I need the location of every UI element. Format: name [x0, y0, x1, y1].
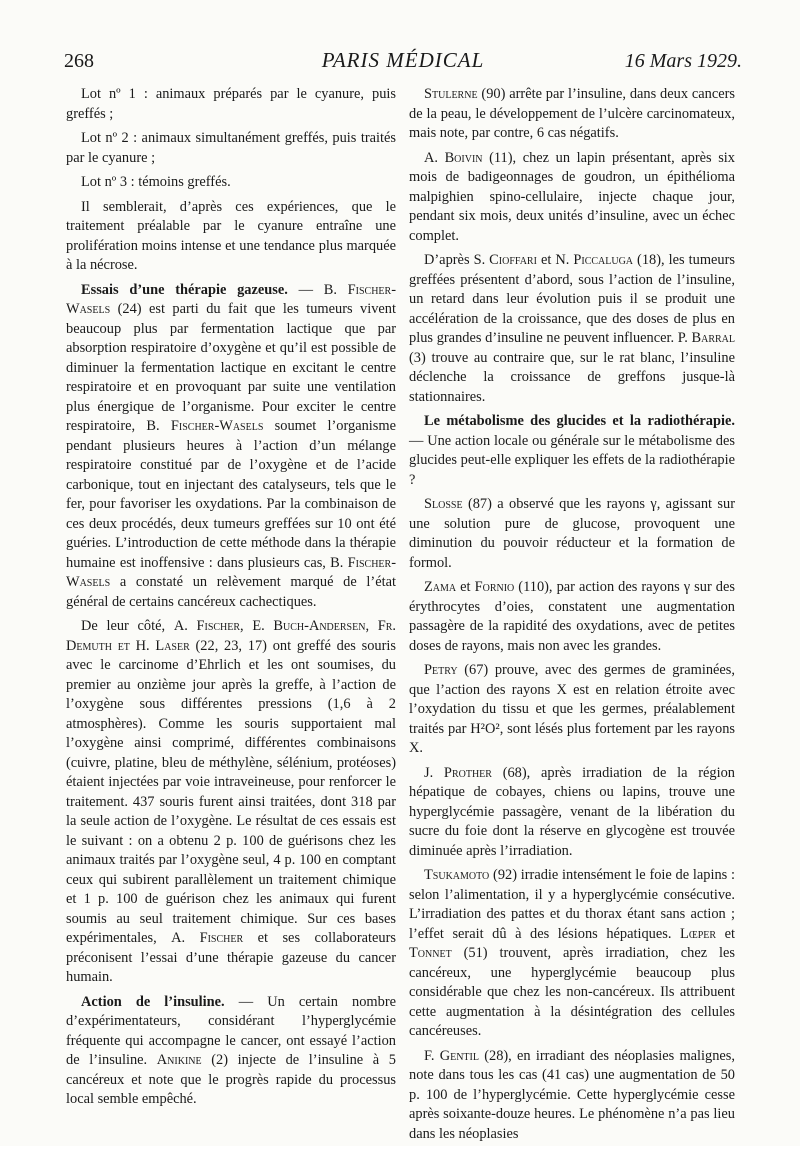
author-name: B. Fischer-Wasels [66, 554, 396, 590]
running-header [64, 44, 742, 80]
author-name: Anikine [156, 1052, 202, 1068]
paragraph: Il semblerait, d’après ces expériences, que le traitement préalable par le cyanure entraîne une prolifération moins intense et une tendance plus marquée à la nécrose. [66, 198, 396, 273]
paragraph: F. Gentil (28), en irradiant des néoplasies malignes, note dans tous les cas (41 cas) une augmentation de 50 p. 100 de l’hyperglycémie. Cette hyperglycémie cesse après soixante-douze heures. Le phénomène n’a pas lieu dans les néoplasies [409, 1047, 735, 1142]
paragraph: Stulerne (90) arrête par l’insuline, dans deux cancers de la peau, le développement de l’ulcère carcinomateux, mais note, par contre, 6 cas négatifs. [409, 86, 735, 141]
author-name: N. Piccaluga [555, 252, 634, 268]
paragraph: Petry (67) prouve, avec des germes de graminées, que l’action des rayons X est en relation étroite avec l’oxydation du tissu et que les germes, préalablement traités par H²O², sont lésés plus fortement par les rayons X. [409, 662, 735, 756]
author-name: S. Cioffari [473, 252, 537, 268]
paragraph: Slosse (87) a observé que les rayons γ, agissant sur une solution pure de glucose, provoquent une diminution du pouvoir réducteur et la formation de formol. [409, 496, 735, 571]
author-name: Slosse [424, 496, 463, 512]
paragraph: J. Prother (68), après irradiation de la région hépatique de cobayes, chiens ou lapins, trouve une hyperglycémie passagère, venant de la libération du sucre du foie dont la réserve en glycogène est trouvée diminuée après l’irradiation. [409, 764, 735, 859]
author-name: Tonnet [409, 945, 452, 961]
author-name: A. Fischer, E. Buch-Andersen, Fr. Demuth et H. Laser [66, 618, 397, 654]
author-name: Petry [424, 662, 458, 678]
section-heading: Action de l’insuline. [81, 993, 225, 1010]
author-name: Lœper [680, 925, 717, 942]
right-column [409, 85, 735, 1149]
author-name: F. Gentil [424, 1047, 479, 1064]
section-heading: Le métabolisme des glucides et la radiothérapie. [424, 413, 735, 429]
paragraph: D’après S. Cioffari et N. Piccaluga (18), les tumeurs greffées présentent d’abord, sous l’action de l’insuline, un retard dans leur évolution puis il se produit une accélération de la croissance, que des doses de plus en plus grandes d’insuline ne peuvent influencer. P. Barral (3) trouve au contraire que, sur le rat blanc, l’insuline déclenche la croissance de greffons jusque-là stationnaires. [409, 252, 735, 405]
page-number: 268 [64, 50, 94, 72]
paragraph: De leur côté, A. Fischer, E. Buch-Andersen, Fr. Demuth et H. Laser (22, 23, 17) ont greffé des souris avec le carcinome d’Ehrlich et les ont soumises, du premier au onzième jour après la greffe, à l’action de l’oxygène sous différentes pressions (1,6 à 2 atmosphères). Comme les souris supportaient mal l’oxygène ainsi comprimé, différentes combinaisons (cuivre, platine, bleu de méthylène, sélénium, protéoses) étaient injectées par voie intraveineuse, pour renforcer le traitement. 437 souris furent ainsi traitées, dont 318 par la seule action de l’oxygène. Le résultat de ces essais est le suivant : on a obtenu 2 p. 100 de guérisons chez les animaux traités par l’oxygène seul, 4 p. 100 en comptant ceux qui subirent parallèlement un traitement chimique et 1 p. 100 de guérison chez les animaux qui furent soumis au seul traitement chimique. Sur ces bases expérimentales, A. Fischer et ses collaborateurs préconisent l’essai d’une thérapie gazeuse du cancer humain. [66, 618, 397, 985]
author-name: A. Boivin [424, 149, 483, 166]
author-name: Tsukamoto [424, 867, 490, 883]
author-name: P. Barral [677, 330, 735, 346]
paragraph: Zama et Fornio (110), par action des rayons γ sur des érythrocytes d’oies, constatent une augmentation passagère de la rapidité des oxydations, avec de petites doses de rayons, mais non avec les grandes. [409, 579, 735, 654]
author-name: B. Fischer-Wasels [66, 281, 396, 317]
author-name: Zama [424, 579, 457, 595]
paragraph: Lot nº 1 : animaux préparés par le cyanure, puis greffés ; [66, 86, 396, 122]
author-name: Fornio [474, 579, 515, 595]
paragraph: Lot nº 2 : animaux simultanément greffés, puis traités par le cyanure ; [66, 130, 396, 166]
paragraph: Le métabolisme des glucides et la radiothérapie. — Une action locale ou générale sur le métabolisme des glucides peut-elle expliquer les effets de la radiothérapie ? [409, 413, 735, 488]
paragraph: A. Boivin (11), chez un lapin présentant, après six mois de badigeonnages de goudron, un épithélioma malpighien spino-cellulaire, injecte chaque jour, pendant six mois, deux unités d’insuline, avec un échec complet. [409, 149, 735, 244]
paragraph: Action de l’insuline. — Un certain nombre d’expérimentateurs, considérant l’hyperglycémie fréquente qui accompagne le cancer, ont essayé l’action de l’insuline. Anikine (2) injecte de l’insuline à 5 cancéreux et note que le progrès rapide du processus local semble empêché. [66, 993, 396, 1107]
issue-date: 16 Mars 1929. [624, 50, 742, 72]
author-name: J. Prother [424, 764, 492, 781]
paragraph: Essais d’une thérapie gazeuse. — B. Fischer-Wasels (24) est parti du fait que les tumeurs vivent beaucoup plus par fermentation lactique que par absorption respiratoire d’oxygène et qu’il est possible de diminuer la fermentation lactique en excitant le centre respiratoire et en provoquant par suite une ventilation plus énergique de l’organisme. Pour exciter le centre respiratoire, B. Fischer-Wasels soumet l’organisme pendant plusieurs heures à l’action d’un mélange respiratoire constitué par de l’oxygène et de l’acide carbonique, tout en injectant des catalyseurs, tels que le fer, pour favoriser les oxydations. Par la combinaison de ces deux procédés, deux tumeurs greffées sur 10 ont été guéries. L’introduction de cette méthode dans la thérapie humaine est inoffensive : dans plusieurs cas, B. Fischer-Wasels a constaté un relèvement marqué de l’état général de certains cancéreux cachectiques. [66, 281, 396, 610]
left-column [66, 85, 396, 1115]
section-heading: Essais d’une thérapie gazeuse. [81, 281, 288, 298]
paragraph: Tsukamoto (92) irradie intensément le foie de lapins : selon l’alimentation, il y a hyperglycémie consécutive. L’irradiation des pattes et du thorax étant sans action ; l’effet serait dû à des lésions hépatiques. Lœper et Tonnet (51) trouvent, après irradiation, chez les cancéreux, une hyperglycémie beaucoup plus considérable que chez les non-cancéreux. Ils attribuent cette augmentation à la désintégration des cellules cancéreuses. [409, 867, 736, 1039]
author-name: Stulerne [424, 86, 478, 102]
paragraph: Lot nº 3 : témoins greffés. [81, 174, 231, 190]
journal-title: PARIS MÉDICAL [321, 48, 485, 72]
author-name: B. Fischer-Wasels [146, 418, 264, 434]
author-name: A. Fischer [171, 930, 244, 946]
